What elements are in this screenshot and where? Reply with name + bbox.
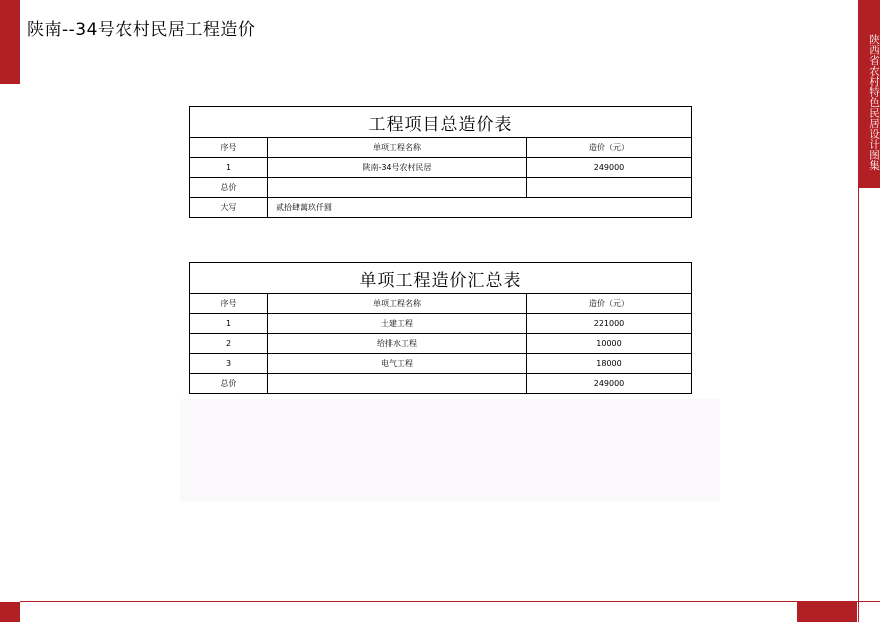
top-left-accent-bar: [0, 0, 20, 84]
row-item-name: 给排水工程: [268, 334, 527, 354]
total-row: [190, 178, 692, 198]
project-total-cost-table: [189, 106, 692, 218]
table-row: [190, 334, 692, 354]
row-item-name: 陕南-34号农村民居: [268, 158, 527, 178]
row-cost: 10000: [527, 334, 692, 354]
row-item-name: 电气工程: [268, 354, 527, 374]
header-cost: 造价（元）: [527, 138, 692, 158]
row-index: 3: [190, 354, 268, 374]
row-item-name: 土建工程: [268, 314, 527, 334]
row-cost: 221000: [527, 314, 692, 334]
header-cost: 造价（元）: [527, 294, 692, 314]
bottom-border-rule: [20, 601, 880, 602]
header-index: 序号: [190, 294, 268, 314]
row-index: 2: [190, 334, 268, 354]
total-label: 总价: [190, 374, 268, 394]
table-row: [190, 158, 692, 178]
itemized-cost-summary-table: [189, 262, 692, 394]
header-item-name: 单项工程名称: [268, 138, 527, 158]
row-index: 1: [190, 158, 268, 178]
header-index: 序号: [190, 138, 268, 158]
side-tab-text: 陕西省农村特色民居设计图集: [868, 33, 880, 171]
total-label: 总价: [190, 178, 268, 198]
capital-amount-value: 贰拾肆萬玖仟圆: [268, 198, 692, 218]
side-tab-label: [859, 0, 880, 188]
table-row: [190, 314, 692, 334]
row-cost: 249000: [527, 158, 692, 178]
capital-amount-row: [190, 198, 692, 218]
total-cost: [527, 178, 692, 198]
table-caption: 单项工程造价汇总表: [190, 263, 692, 294]
bottom-left-accent-bar: [0, 602, 20, 622]
total-cost: 249000: [527, 374, 692, 394]
table-row: [190, 354, 692, 374]
capital-label: 大写: [190, 198, 268, 218]
header-item-name: 单项工程名称: [268, 294, 527, 314]
page-title: 陕南--34号农村民居工程造价: [27, 20, 256, 40]
table-caption: 工程项目总造价表: [190, 107, 692, 138]
total-item-name: [268, 374, 527, 394]
total-item-name: [268, 178, 527, 198]
bottom-right-accent-bar: [797, 602, 857, 622]
total-row: [190, 374, 692, 394]
row-cost: 18000: [527, 354, 692, 374]
blank-background-area: [180, 399, 720, 501]
row-index: 1: [190, 314, 268, 334]
